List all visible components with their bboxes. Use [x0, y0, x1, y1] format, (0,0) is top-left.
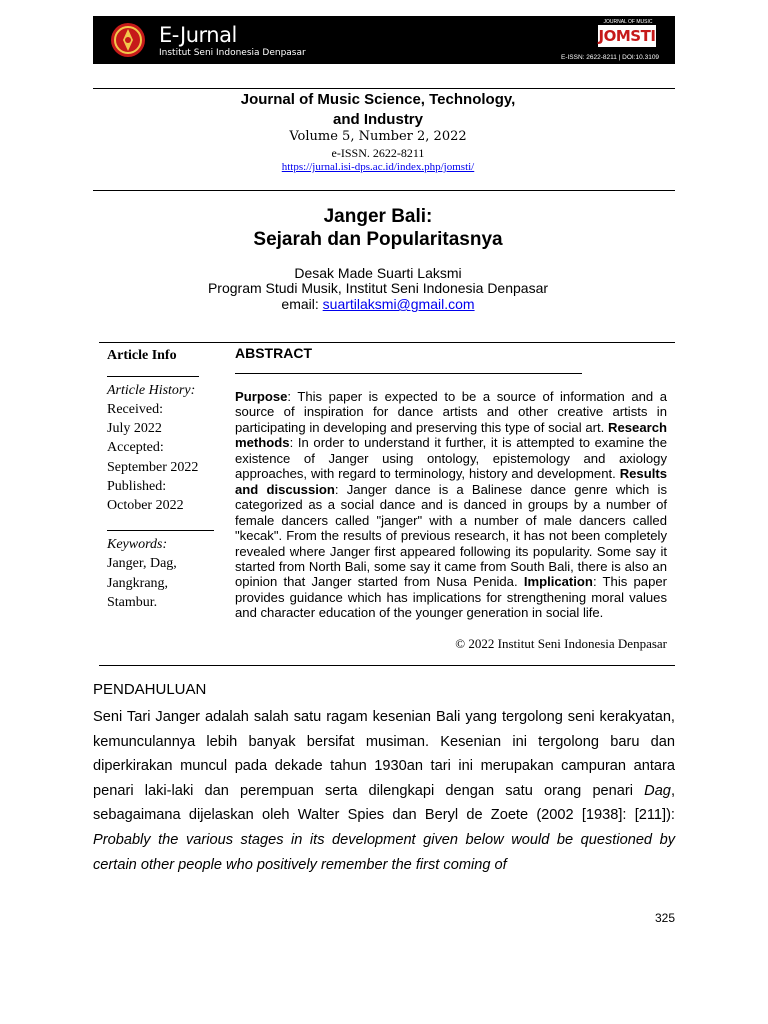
- author-email-line: [168, 296, 588, 312]
- history-label: Article History:: [107, 383, 196, 398]
- article-title-line2: Sejarah dan Popularitasnya: [253, 229, 503, 250]
- journal-issn: e-ISSN. 2622-8211: [331, 146, 425, 160]
- keywords-label: Keywords:: [107, 537, 168, 552]
- header-rule-bottom: [93, 190, 675, 191]
- logo-box: [598, 25, 656, 47]
- copyright-notice: © 2022 Institut Seni Indonesia Denpasar: [455, 636, 667, 651]
- article-info-heading: Article Info: [107, 348, 177, 363]
- accepted-date: September 2022: [107, 460, 199, 475]
- results-text: : Janger dance is a Balinese dance genre which is categorized as a social dance and is danced in groups by a number of female dancers called "janger" with a number of male dancers called "kecak". From the results of previous research, it has not been completely revealed where Janger first appeared following its popularity. Some say it started from North Bali, some say it came from South Bali, there is also an opinion that Janger started from Nusa Penida.: [235, 481, 667, 590]
- journal-name-line1: Journal of Music Science, Technology,: [240, 91, 516, 108]
- intro-paragraph: [93, 705, 675, 877]
- journal-url-link[interactable]: https://jurnal.isi-dps.ac.id/index.php/jomsti/: [281, 161, 475, 173]
- received-label: Received:: [107, 402, 163, 417]
- section-heading: PENDAHULUAN: [93, 681, 207, 698]
- brand-subtitle: Institut Seni Indonesia Denpasar: [159, 48, 306, 58]
- abstract-heading: ABSTRACT: [235, 345, 312, 361]
- intro-text-part1: Seni Tari Janger adalah salah satu ragam kesenian Bali yang tergolong seni kerakyatan, kemunculannya lebih banyak bersifat musiman. Kesenian ini tergolong baru dan diperkirakan muncul pada dekade tahun 1930an tari ini merupakan campuran antara penari laki-laki dan perempuan serta dilengkapi dengan satu orang penari: [93, 709, 675, 799]
- article-title-line1: Janger Bali:: [323, 206, 433, 227]
- email-label: email:: [281, 296, 323, 312]
- logo-text: JOMSTI: [598, 27, 656, 45]
- intro-dag-term: Dag: [644, 782, 671, 799]
- institute-emblem-icon: [109, 21, 147, 59]
- abstract-rule: [235, 373, 582, 374]
- implication-label: Implication: [523, 574, 593, 590]
- issn-strip: E-ISSN: 2622-8211 | DOI:10.3109: [561, 54, 660, 61]
- jomsti-logo: [596, 19, 660, 53]
- info-rule-top: [99, 342, 675, 343]
- header-rule-top: [93, 88, 675, 89]
- implication-text: : This paper provides guidance which has implications for strengthening moral values and character education of the younger generation in social life.: [235, 574, 667, 621]
- info-rule-bottom: [99, 665, 675, 666]
- intro-text-part2: , sebagaimana dijelaskan oleh Walter Spies dan Beryl de Zoete (2002 [1938]: [211]):: [93, 782, 675, 824]
- logo-caption: JOURNAL OF MUSIC: [603, 19, 653, 25]
- journal-volume: Volume 5, Number 2, 2022: [289, 129, 467, 144]
- accepted-label: Accepted:: [107, 440, 164, 455]
- published-label: Published:: [107, 479, 167, 494]
- methods-text: : In order to understand it further, it is attempted to examine the existence of Janger using ontology, epistemology and axiology approaches, with regard to terminology, history and development.: [235, 435, 667, 482]
- brand-title: E-Jurnal: [159, 23, 237, 47]
- keywords-line2: Jangkrang,: [107, 576, 169, 591]
- journal-name-line2: and Industry: [332, 111, 423, 128]
- received-date: July 2022: [107, 421, 162, 436]
- keywords-line3: Stambur.: [107, 595, 158, 610]
- purpose-label: Purpose: [235, 389, 288, 404]
- journal-banner: [93, 16, 675, 64]
- article-info-rule: [107, 376, 199, 377]
- author-affiliation: Program Studi Musik, Institut Seni Indonesia Denpasar: [207, 280, 549, 296]
- intro-quote: Probably the various stages in its development given below would be questioned by certain other people who positively remember the first coming of: [93, 831, 675, 873]
- published-date: October 2022: [107, 498, 184, 513]
- author-email-link[interactable]: suartilaksmi@gmail.com: [322, 296, 475, 312]
- results-label: Results and discussion: [235, 466, 667, 497]
- author-name: Desak Made Suarti Laksmi: [294, 265, 462, 281]
- abstract-body: [235, 389, 667, 621]
- page-number: 325: [654, 911, 675, 925]
- methods-label: Research methods: [235, 419, 667, 451]
- purpose-text: : This paper is expected to be a source of information and a source of inspiration for dance artists and other creative artists in participating in developing and preserving this type of social art.: [235, 389, 667, 435]
- keywords-rule: [107, 530, 214, 531]
- keywords-line1: Janger, Dag,: [107, 556, 177, 571]
